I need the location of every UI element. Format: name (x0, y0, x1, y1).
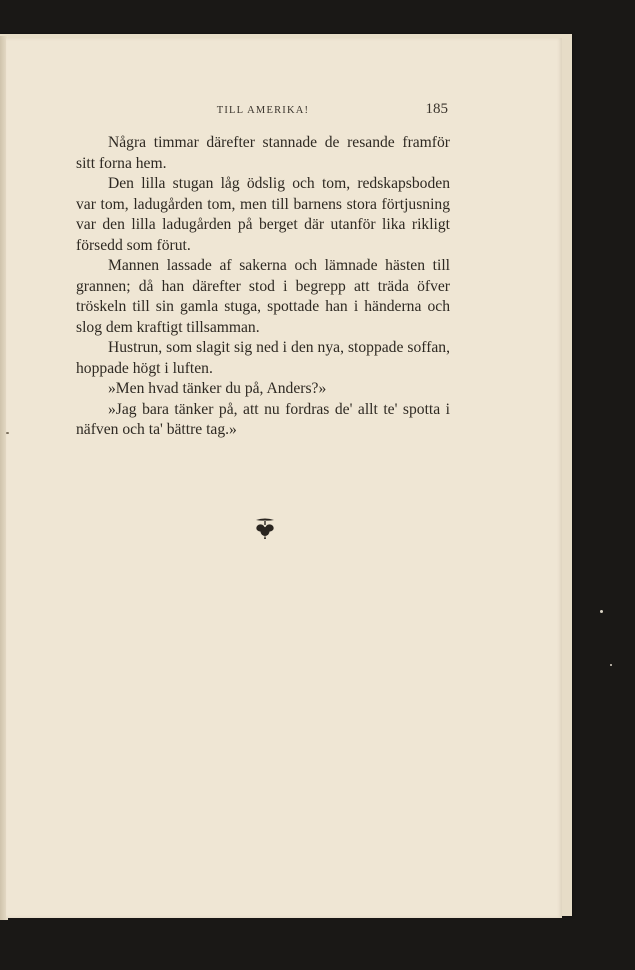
speck (6, 432, 9, 434)
paragraph: Hustrun, som slagit sig ned i den nya, stoppade soffan, hoppade högt i luften. (76, 339, 450, 377)
paragraph: »Jag bara tänker på, att nu fordras de' allt te' spotta i näfven och ta' bättre tag.» (76, 400, 450, 438)
body-text (76, 133, 450, 441)
speck (600, 610, 603, 613)
running-head (76, 101, 450, 121)
paragraph: Några timmar därefter stannade de resande framför sitt forna hem. (76, 134, 450, 172)
paragraph: Mannen lassade af sakerna och lämnade hästen till grannen; då han därefter stod i begrepp att träda öfver tröskeln till sin gamla stuga, spottade han i händerna och slog dem kraftigt tillsamman. (76, 257, 450, 336)
speck (610, 664, 612, 666)
paragraph: Den lilla stugan låg ödslig och tom, redskapsboden var tom, ladugården tom, men till barnens stora förtjusning var den lilla ladugården på berget där utanför lika rikligt försedd som förut. (76, 175, 450, 254)
floral-tailpiece-icon (253, 516, 277, 540)
running-title: TILL AMERIKA! (216, 105, 310, 116)
page-number: 185 (425, 101, 448, 117)
paragraph: »Men hvad tänker du på, Anders?» (108, 380, 327, 397)
